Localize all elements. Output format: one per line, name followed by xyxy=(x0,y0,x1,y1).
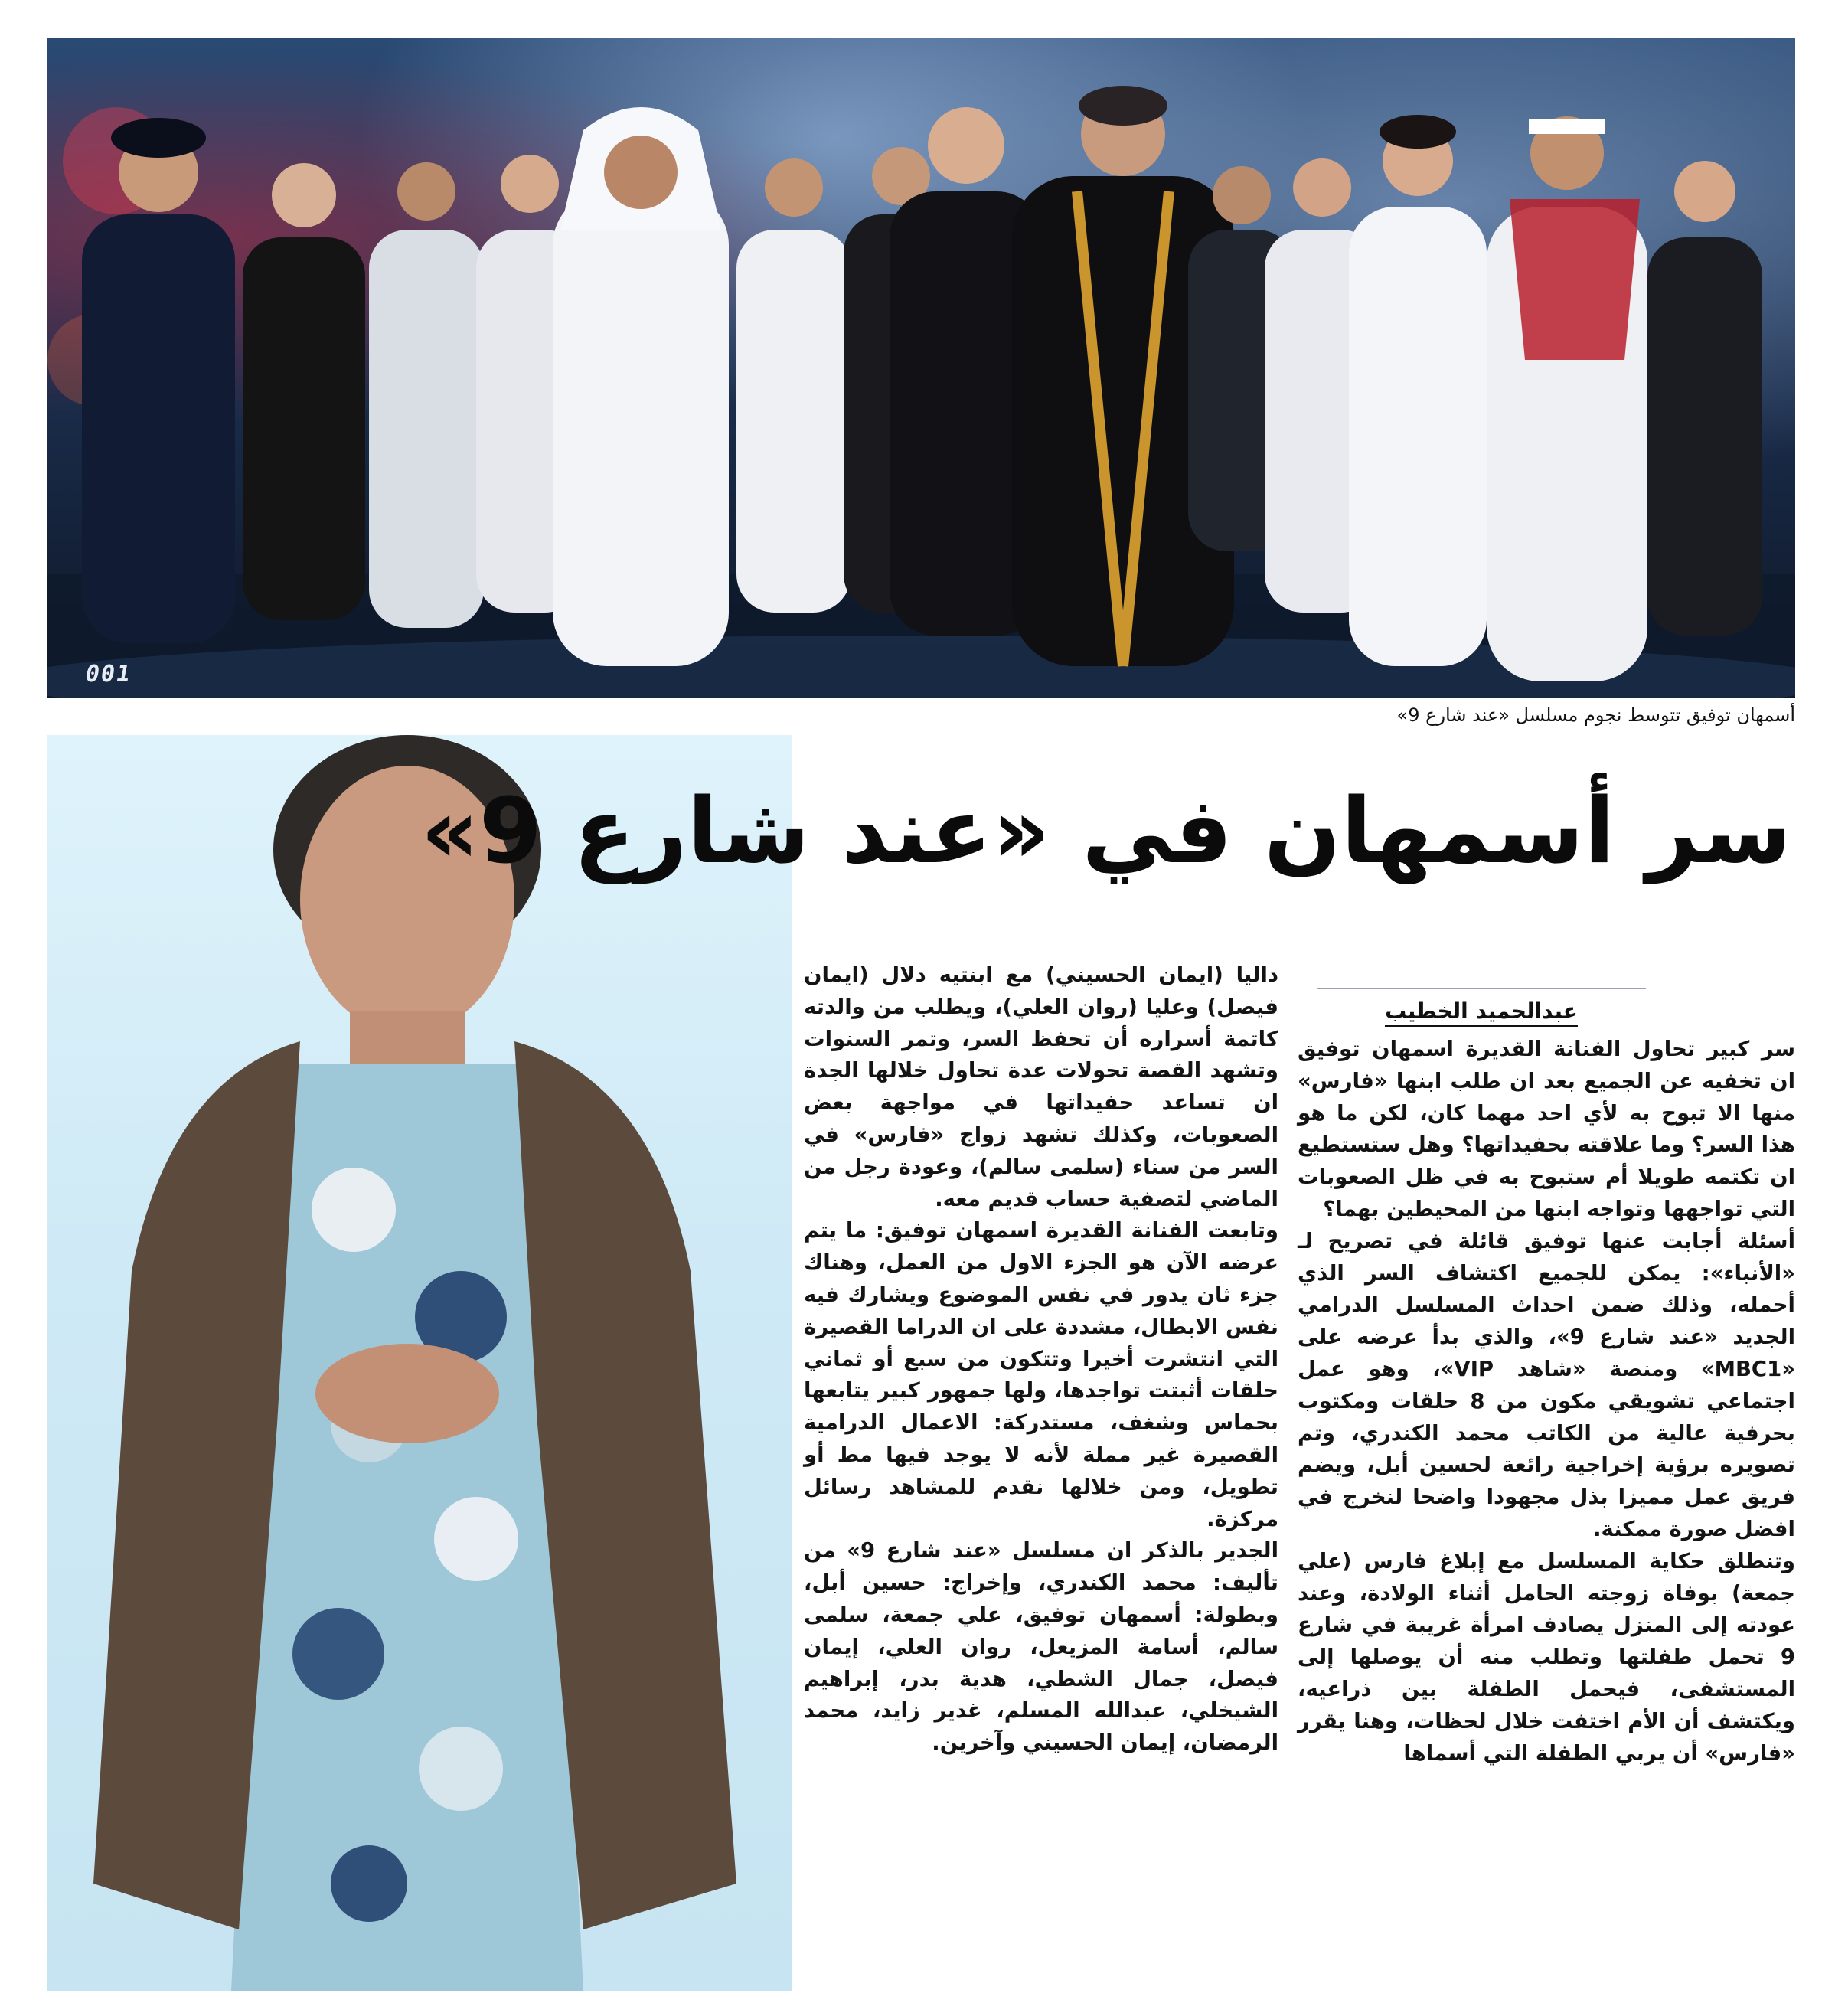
portrait-illustration xyxy=(47,735,792,1991)
article-column-left xyxy=(804,959,1278,1760)
photo-caption: أسمهان توفيق تتوسط نجوم مسلسل «عند شارع 9» xyxy=(1396,704,1795,726)
article-paragraph: داليا (ايمان الحسيني) مع ابنتيه دلال (ايمان فيصل) وعليا (روان العلي)، ويطلب من والدته كاتمة أسراره أن تحفظ السر، وتمر السنوات وتشهد القصة تحولات عدة تحاول خلالها الجدة ان تساعد حفيداتها في مواجهة بعض الصعوبات، وكذلك تشهد زواج «فارس» في السر من سناء (سلمى سالم)، وعودة رجل من الماضي لتصفية حساب قديم معه. xyxy=(804,962,1278,1211)
article-column-right xyxy=(1298,1034,1795,1769)
article-paragraph: وتنطلق حكاية المسلسل مع إبلاغ فارس (علي جمعة) بوفاة زوجته الحامل أثناء الولادة، وعند عودته إلى المنزل يصادف امرأة غريبة في شارع 9 تحمل طفلتها وتطلب منه أن يوصلها إلى المستشفى، فيحمل الطفلة بين ذراعيه، ويكتشف أن الأم اختفت خلال لحظات، وهنا يقرر «فارس» أن يربي الطفلة التي أسماها xyxy=(1298,1548,1795,1766)
cast-photo-illustration xyxy=(47,38,1795,698)
portrait-photo xyxy=(47,735,792,1991)
article-headline: سر أسمهان في «عند شارع 9» xyxy=(420,778,1791,884)
author-byline xyxy=(1317,988,1646,1024)
article-paragraph: سر كبير تحاول الفنانة القديرة اسمهان توفيق ان تخفيه عن الجميع بعد ان طلب ابنها «فارس» منها الا تبوح به لأي احد مهما كان، لكن ما هو هذا السر؟ وما علاقته بحفيداتها؟ وهل ستستطيع ان تكتمه طويلا أم ستبوح به في ظل الصعوبات التي تواجهها وتواجه ابنها من المحيطين بهما؟ xyxy=(1298,1037,1795,1221)
cast-photo xyxy=(47,38,1795,698)
article-paragraph: وتابعت الفنانة القديرة اسمهان توفيق: ما يتم عرضه الآن هو الجزء الاول من العمل، وهناك جزء ثان يدور في نفس الموضوع ويشارك فيه نفس الابطال، مشددة على ان الدراما القصيرة التي انتشرت أخيرا وتتكون من سبع أو ثماني حلقات أثبتت تواجدها، ولها جمهور كبير يتابعها بحماس وشغف، مستدركة: الاعمال الدرامية القصيرة غير مملة لأنه لا يوجد فيها مط أو تطويل، ومن خلالها نقدم للمشاهد رسائل مركزة. xyxy=(804,1218,1278,1531)
vehicle-plate-number: 001 xyxy=(86,661,132,688)
article-paragraph: أسئلة أجابت عنها توفيق قائلة في تصريح لـ «الأنباء»: يمكن للجميع اكتشاف السر الذي أحمله، وذلك ضمن احداث المسلسل الدرامي الجديد «عند شارع 9»، والذي بدأ عرضه على «MBC1» ومنصة «شاهد VIP»، وهو عمل اجتماعي تشويقي مكون من 8 حلقات ومكتوب بحرفية عالية من الكاتب محمد الكندري، وتم تصويره برؤية إخراجية رائعة لحسين أبل، ويضم فريق عمل مميزا بذل مجهودا واضحا لنخرج في افضل صورة ممكنة. xyxy=(1298,1228,1795,1541)
article-paragraph: الجدير بالذكر ان مسلسل «عند شارع 9» من تأليف: محمد الكندري، وإخراج: حسين أبل، وبطولة: أسمهان توفيق، علي جمعة، سلمى سالم، أسامة المزيعل، روان العلي، إيمان فيصل، جمال الشطي، هدية بدر، إبراهيم الشيخلي، عبدالله المسلم، غدير زايد، محمد الرمضان، إيمان الحسيني وآخرين. xyxy=(804,1538,1278,1756)
author-name: عبدالحميد الخطيب xyxy=(1385,998,1578,1027)
